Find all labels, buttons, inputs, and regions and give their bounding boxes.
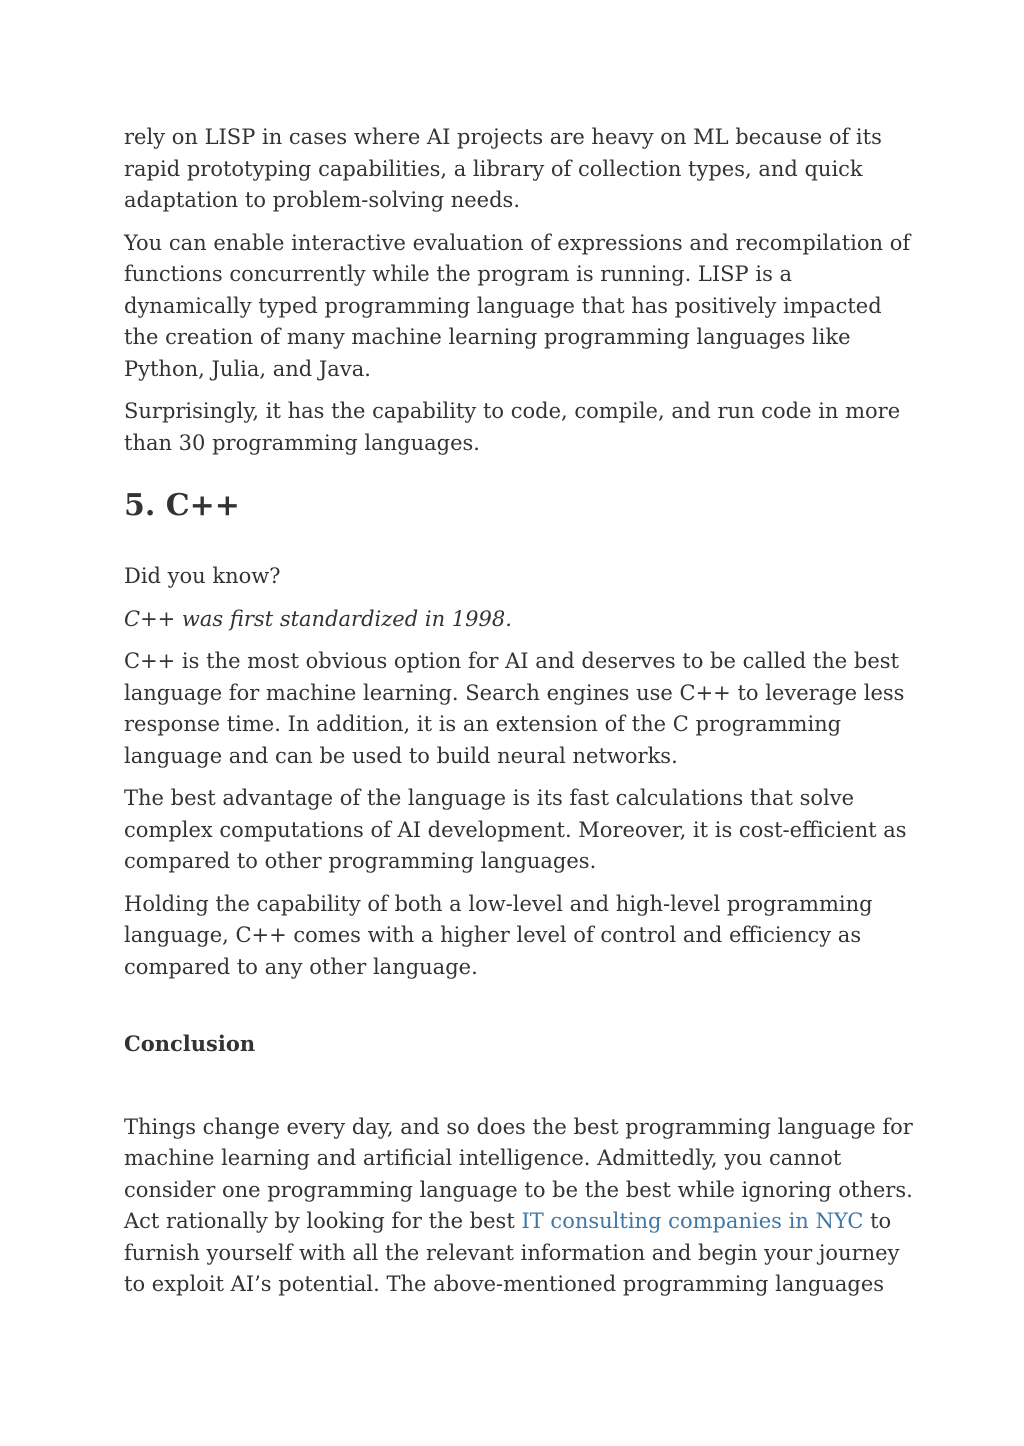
lisp-paragraph-2: You can enable interactive evaluation of expressions and recompilation of functions concurrently while the program is running. LISP is a dynamically typed programming language that has positively impacted the creation of many machine learning programming languages like Python, Julia, and Java.: [124, 230, 911, 381]
cpp-section-heading: 5. C++: [124, 488, 240, 523]
conclusion-heading: Conclusion: [124, 1031, 256, 1056]
cpp-paragraph-1: C++ is the most obvious option for AI and deserves to be called the best language for machine learning. Search engines use C++ to leverage less response time. In addition, it is an extension of the C programming language and can be used to build neural networks.: [124, 649, 905, 768]
cpp-fact-text: C++ was first standardized in 1998.: [124, 606, 512, 631]
document-page: [124, 120, 914, 1312]
conclusion-paragraph: [124, 1112, 914, 1301]
cpp-paragraph-2: The best advantage of the language is its fast calculations that solve complex computations of AI development. Moreover, it is cost-efficient as compared to other programming languages.: [124, 786, 907, 873]
cpp-paragraph-3: Holding the capability of both a low-level and high-level programming language, C++ comes with a higher level of control and efficiency as compared to any other language.: [124, 891, 873, 979]
conclusion-text-after-link: to furnish yourself with all the relevant information and begin your journey to exploit AI’s potential. The above-mentioned programming languages: [124, 1209, 900, 1296]
did-you-know-text: Did you know?: [124, 564, 281, 588]
conclusion-text-before-link: Things change every day, and so does the best programming language for machine learning and artificial intelligence. Admittedly, you cannot consider one programming language to be the best while ignoring others. Act rationally by looking for the best: [124, 1114, 913, 1233]
lisp-paragraph-3: Surprisingly, it has the capability to code, compile, and run code in more than 30 programming languages.: [124, 399, 901, 455]
it-consulting-link[interactable]: IT consulting companies in NYC: [521, 1209, 864, 1233]
lisp-paragraph-1: rely on LISP in cases where AI projects are heavy on ML because of its rapid prototyping capabilities, a library of collection types, and quick adaptation to problem-solving needs.: [124, 125, 882, 212]
